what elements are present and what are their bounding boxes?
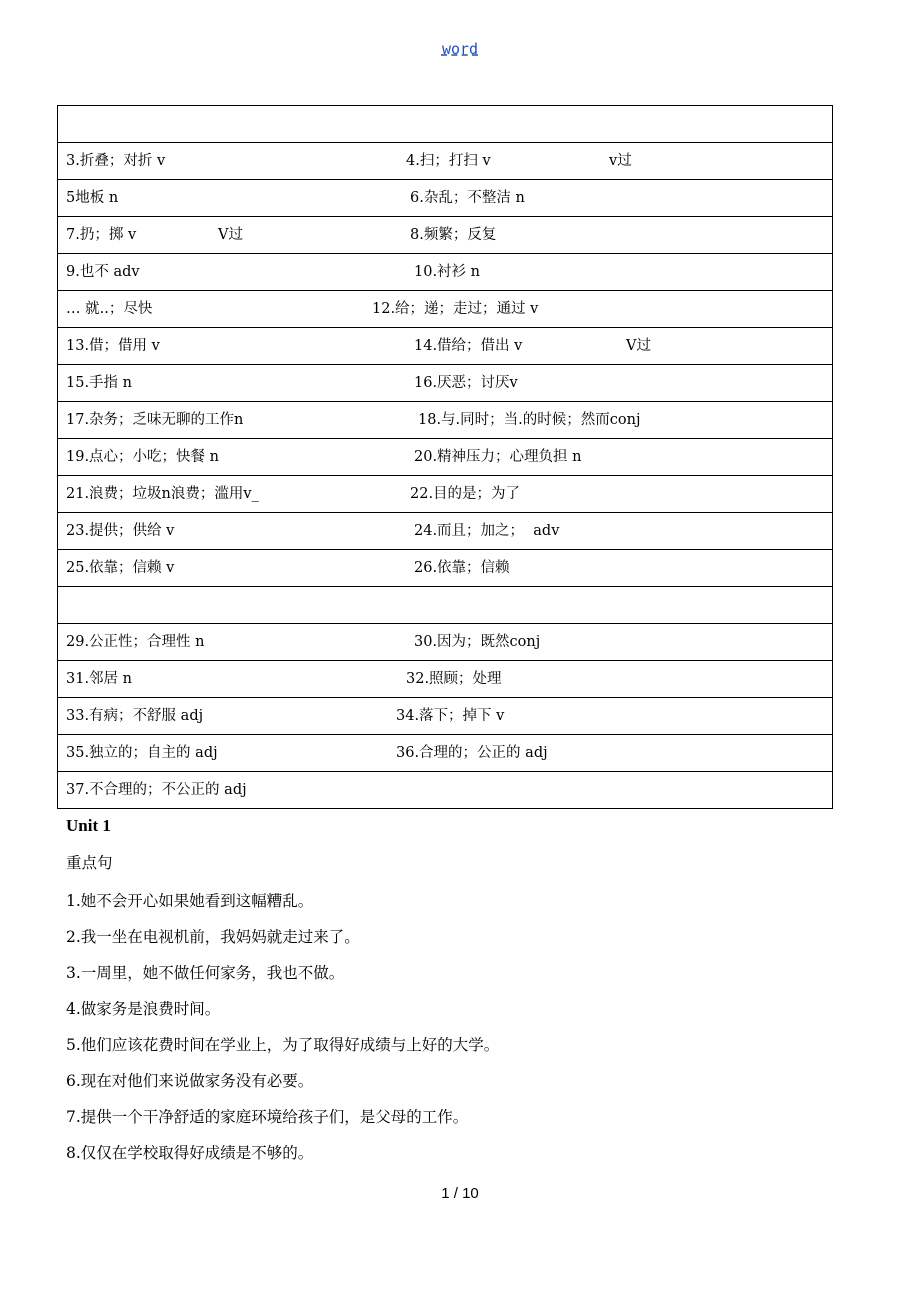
vocab-entry: 37.不合理的；不公正的 adj [66,782,247,798]
vocab-entry: 14.借给；借出 v [414,338,523,354]
vocab-entry: 26.依靠；信赖 [414,560,510,576]
vocab-entry: 6.杂乱；不整洁 n [410,190,525,206]
table-cell [58,328,833,365]
vocab-entry: 30.因为；既然conj [414,634,541,650]
vocab-entry: 3.折叠；对折 v [66,153,166,169]
table-cell [58,476,833,513]
table-cell [58,587,833,624]
table-cell [58,624,833,661]
table-row [58,587,833,624]
list-item: 1.她不会开心如果她看到这幅糟乱。 [66,892,314,910]
vocab-entry: 19.点心；小吃；快餐 n [66,449,220,465]
header-word-link[interactable]: word [441,40,479,58]
vocab-entry: 21.浪费；垃圾n浪费；滥用v_ [66,486,259,502]
list-item: 7.提供一个干净舒适的家庭环境给孩子们，是父母的工作。 [66,1108,469,1126]
table-cell [58,735,833,772]
table-cell [58,180,833,217]
table-row [58,476,833,513]
vocab-entry: 16.厌恶；讨厌v [414,375,518,391]
list-item: 8.仅仅在学校取得好成绩是不够的。 [66,1144,314,1162]
vocab-entry: 8.频繁；反复 [410,227,497,243]
vocab-entry: 23.提供；供给 v [66,523,175,539]
table-cell [58,106,833,143]
vocab-entry: 7.扔；掷 v [66,227,137,243]
table-row [58,217,833,254]
vocab-note: V过 [218,227,243,243]
table-cell [58,365,833,402]
table-cell [58,254,833,291]
table-row [58,143,833,180]
table-row [58,735,833,772]
table-cell [58,402,833,439]
vocab-entry: 29.公正性；合理性 n [66,634,205,650]
vocab-entry: … 就..；尽快 [66,301,153,317]
list-item: 4.做家务是浪费时间。 [66,1000,221,1018]
table-cell [58,661,833,698]
table-row [58,698,833,735]
list-item: 3.一周里，她不做任何家务，我也不做。 [66,964,345,982]
vocab-entry: 25.依靠；信赖 v [66,560,175,576]
table-row [58,328,833,365]
vocab-entry: 12.给；递；走过；通过 v [372,301,539,317]
table-cell [58,217,833,254]
table-row [58,513,833,550]
table-row [58,624,833,661]
table-cell [58,513,833,550]
vocab-entry: 35.独立的；自主的 adj [66,745,218,761]
vocabulary-table [57,105,833,809]
list-item: 6.现在对他们来说做家务没有必要。 [66,1072,314,1090]
vocab-entry: 33.有病；不舒服 adj [66,708,204,724]
table-cell [58,291,833,328]
table-cell [58,698,833,735]
vocab-entry: 32.照顾；处理 [406,671,502,687]
vocab-entry: 31.邻居 n [66,671,133,687]
list-item: 2.我一坐在电视机前，我妈妈就走过来了。 [66,928,360,946]
unit-title: Unit 1 [66,816,111,835]
vocab-entry: 17.杂务；乏味无聊的工作n [66,412,244,428]
table-row [58,402,833,439]
table-row [58,550,833,587]
table-cell [58,550,833,587]
vocab-entry: 4.扫；打扫 v [406,153,491,169]
vocab-entry: 15.手指 n [66,375,133,391]
table-row [58,661,833,698]
table-cell [58,772,833,809]
table-cell [58,439,833,476]
section-title: 重点句 [66,854,113,872]
vocab-entry: 10.衬衫 n [414,264,481,280]
vocab-entry: 34.落下；掉下 v [396,708,505,724]
table-row [58,291,833,328]
table-row [58,254,833,291]
table-row [58,106,833,143]
vocab-note: v过 [609,153,632,169]
table-row [58,365,833,402]
page-number: 1 / 10 [441,1185,479,1202]
list-item: 5.他们应该花费时间在学业上，为了取得好成绩与上好的大学。 [66,1036,500,1054]
vocab-entry: 36.合理的；公正的 adj [396,745,548,761]
vocab-entry: 20.精神压力；心理负担 n [414,449,582,465]
vocab-entry: 5地板 n [66,190,119,206]
vocab-note: V过 [626,338,651,354]
vocab-entry: 22.目的是；为了 [410,486,521,502]
vocab-entry: 18.与.同时；当.的时候；然而conj [418,412,641,428]
vocab-entry: 13.借；借用 v [66,338,160,354]
table-row [58,772,833,809]
table-row [58,180,833,217]
vocab-entry: 9.也不 adv [66,264,140,280]
table-cell [58,143,833,180]
vocab-entry: 24.而且；加之； adv [414,523,560,539]
key-sentences-list [66,888,499,1176]
table-row [58,439,833,476]
